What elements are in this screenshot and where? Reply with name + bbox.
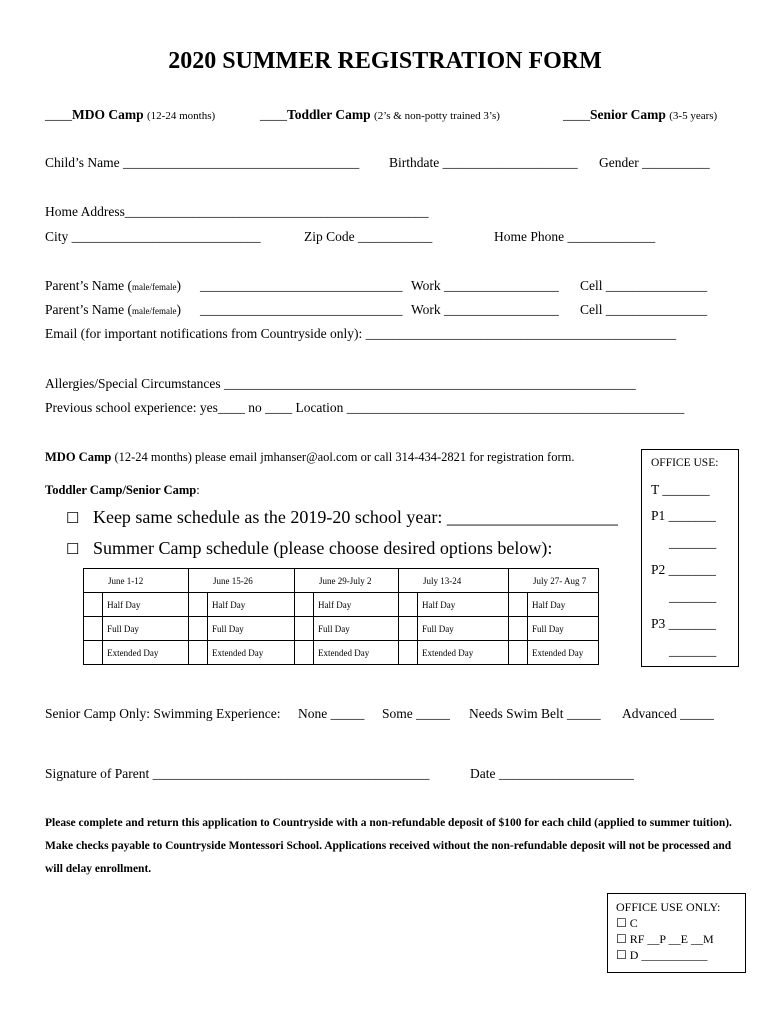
schedule-checkbox[interactable]	[509, 617, 528, 641]
signature-field[interactable]: Signature of Parent _________________________________________	[45, 766, 430, 781]
heading-colon: :	[196, 483, 200, 497]
schedule-row	[84, 593, 599, 617]
toddler-senior-label: Toddler Camp/Senior Camp	[45, 483, 197, 497]
office-use-only-item[interactable]: ☐ D ___________	[616, 948, 708, 962]
schedule-option-label: Half Day	[314, 593, 399, 617]
schedule-option-label: Full Day	[314, 617, 399, 641]
office-use-title: OFFICE USE:	[651, 457, 719, 469]
schedule-checkbox[interactable]	[189, 617, 208, 641]
camp-option-mdo[interactable]	[45, 107, 215, 123]
schedule-option-label: Half Day	[418, 593, 509, 617]
mdo-note-text: (12-24 months) please email jmhanser@aol.com or call 314-434-2821 for registration form.	[111, 450, 575, 464]
schedule-checkbox[interactable]	[84, 593, 103, 617]
schedule-option-label: Extended Day	[528, 641, 599, 665]
parent-sub: male/female	[131, 306, 177, 316]
office-use-only-item[interactable]: ☐ RF __P __E __M	[616, 932, 714, 946]
email-field[interactable]: Email (for important notifications from Countryside only): ______________________________________________	[45, 326, 677, 341]
schedule-checkbox[interactable]	[509, 593, 528, 617]
swim-none-field[interactable]: None _____	[298, 706, 365, 721]
mdo-note	[45, 450, 574, 465]
office-use-line[interactable]: P3 _______	[651, 616, 716, 631]
office-use-only-box	[607, 893, 746, 973]
schedule-checkbox[interactable]	[295, 641, 314, 665]
office-use-line[interactable]: T _______	[651, 482, 710, 497]
schedule-checkbox[interactable]	[84, 641, 103, 665]
schedule-checkbox[interactable]	[399, 593, 418, 617]
camp-option-senior[interactable]	[563, 107, 717, 123]
schedule-option-label: Extended Day	[418, 641, 509, 665]
parent-close: )	[176, 278, 181, 293]
schedule-option-label: Extended Day	[103, 641, 189, 665]
city-field[interactable]: City ____________________________	[45, 229, 261, 244]
camp-blank: ____	[45, 107, 72, 122]
office-use-box	[641, 449, 739, 667]
date-field[interactable]: Date ____________________	[470, 766, 634, 781]
schedule-option-label: Full Day	[208, 617, 295, 641]
schedule-option-label: Full Day	[528, 617, 599, 641]
parent-sub: male/female	[131, 282, 177, 292]
office-use-line[interactable]: P2 _______	[651, 562, 716, 577]
camp-name: Senior Camp	[590, 107, 666, 122]
checkbox-icon[interactable]: ☐	[66, 511, 80, 527]
schedule-checkbox[interactable]	[189, 641, 208, 665]
parent-label: Parent’s Name (	[45, 302, 132, 317]
week-header: June 15-26	[189, 569, 295, 593]
week-header: July 27- Aug 7	[509, 569, 599, 593]
parent-2-name-field[interactable]	[45, 302, 181, 318]
office-use-only-item[interactable]: ☐ C	[616, 916, 638, 930]
camp-blank: ____	[563, 107, 590, 122]
parent-label: Parent’s Name (	[45, 278, 132, 293]
home-phone-field[interactable]: Home Phone _____________	[494, 229, 656, 244]
footer-instructions: Please complete and return this application to Countryside with a non-refundable deposit of $100 for each child (applied to summer tuition). Make checks payable to Countryside Montessori School. Applications received without the non-refundable deposit will not be processed and will delay enrollment.	[45, 817, 732, 875]
schedule-checkbox[interactable]	[189, 593, 208, 617]
schedule-option-label: Extended Day	[314, 641, 399, 665]
schedule-row	[84, 617, 599, 641]
mdo-note-bold: MDO Camp	[45, 450, 112, 464]
schedule-checkbox[interactable]	[295, 617, 314, 641]
schedule-header-row	[84, 569, 599, 593]
option-label: Keep same schedule as the 2019-20 school year: ___________________	[92, 507, 618, 527]
swimming-label: Senior Camp Only: Swimming Experience:	[45, 706, 281, 721]
week-header: June 29-July 2	[295, 569, 399, 593]
parent-close: )	[176, 302, 181, 317]
camp-detail: (12-24 months)	[147, 110, 216, 122]
camp-detail: (2’s & non-potty trained 3’s)	[374, 110, 500, 122]
schedule-checkbox[interactable]	[399, 617, 418, 641]
parent-2-line[interactable]: ______________________________	[200, 302, 403, 317]
schedule-checkbox[interactable]	[509, 641, 528, 665]
parent-1-name-field[interactable]	[45, 278, 181, 294]
toddler-senior-heading	[45, 483, 200, 498]
swim-belt-field[interactable]: Needs Swim Belt _____	[469, 706, 601, 721]
previous-school-field[interactable]: Previous school experience: yes____ no ____ Location __________________________________________________	[45, 400, 685, 415]
week-header: July 13-24	[399, 569, 509, 593]
schedule-option-label: Half Day	[528, 593, 599, 617]
allergies-field[interactable]: Allergies/Special Circumstances _____________________________________________________________	[45, 376, 636, 391]
parent-1-work-field[interactable]: Work _________________	[411, 278, 559, 293]
parent-2-cell-field[interactable]: Cell _______________	[580, 302, 708, 317]
option-label: Summer Camp schedule (please choose desired options below):	[92, 538, 553, 558]
keep-schedule-option[interactable]	[66, 507, 618, 528]
camp-name: MDO Camp	[72, 107, 144, 122]
parent-1-cell-field[interactable]: Cell _______________	[580, 278, 708, 293]
camp-name: Toddler Camp	[287, 107, 371, 122]
schedule-checkbox[interactable]	[84, 617, 103, 641]
office-use-only-title: OFFICE USE ONLY:	[616, 900, 721, 914]
gender-field[interactable]: Gender __________	[599, 155, 710, 170]
swim-advanced-field[interactable]: Advanced _____	[622, 706, 714, 721]
birthdate-field[interactable]: Birthdate ____________________	[389, 155, 578, 170]
schedule-table	[83, 568, 599, 665]
swim-some-field[interactable]: Some _____	[382, 706, 450, 721]
home-address-field[interactable]: Home Address_____________________________________________	[45, 204, 429, 219]
schedule-option-label: Half Day	[103, 593, 189, 617]
office-use-line[interactable]: _______	[669, 589, 717, 604]
checkbox-icon[interactable]: ☐	[66, 542, 80, 558]
form-title: 2020 SUMMER REGISTRATION FORM	[168, 48, 602, 74]
week-header: June 1-12	[84, 569, 189, 593]
parent-2-work-field[interactable]: Work _________________	[411, 302, 559, 317]
schedule-checkbox[interactable]	[295, 593, 314, 617]
schedule-option-label: Full Day	[418, 617, 509, 641]
schedule-row	[84, 641, 599, 665]
parent-1-line[interactable]: ______________________________	[200, 278, 403, 293]
schedule-option-label: Full Day	[103, 617, 189, 641]
office-use-line[interactable]: _______	[669, 535, 717, 550]
schedule-checkbox[interactable]	[399, 641, 418, 665]
summer-schedule-option[interactable]	[66, 538, 552, 559]
camp-detail: (3-5 years)	[669, 110, 718, 122]
camp-option-toddler[interactable]	[260, 107, 500, 123]
office-use-line[interactable]: P1 _______	[651, 508, 716, 523]
schedule-option-label: Half Day	[208, 593, 295, 617]
camp-blank: ____	[260, 107, 287, 122]
zip-field[interactable]: Zip Code ___________	[304, 229, 433, 244]
office-use-line[interactable]: _______	[669, 643, 717, 658]
schedule-option-label: Extended Day	[208, 641, 295, 665]
child-name-field[interactable]: Child’s Name ___________________________________	[45, 155, 360, 170]
